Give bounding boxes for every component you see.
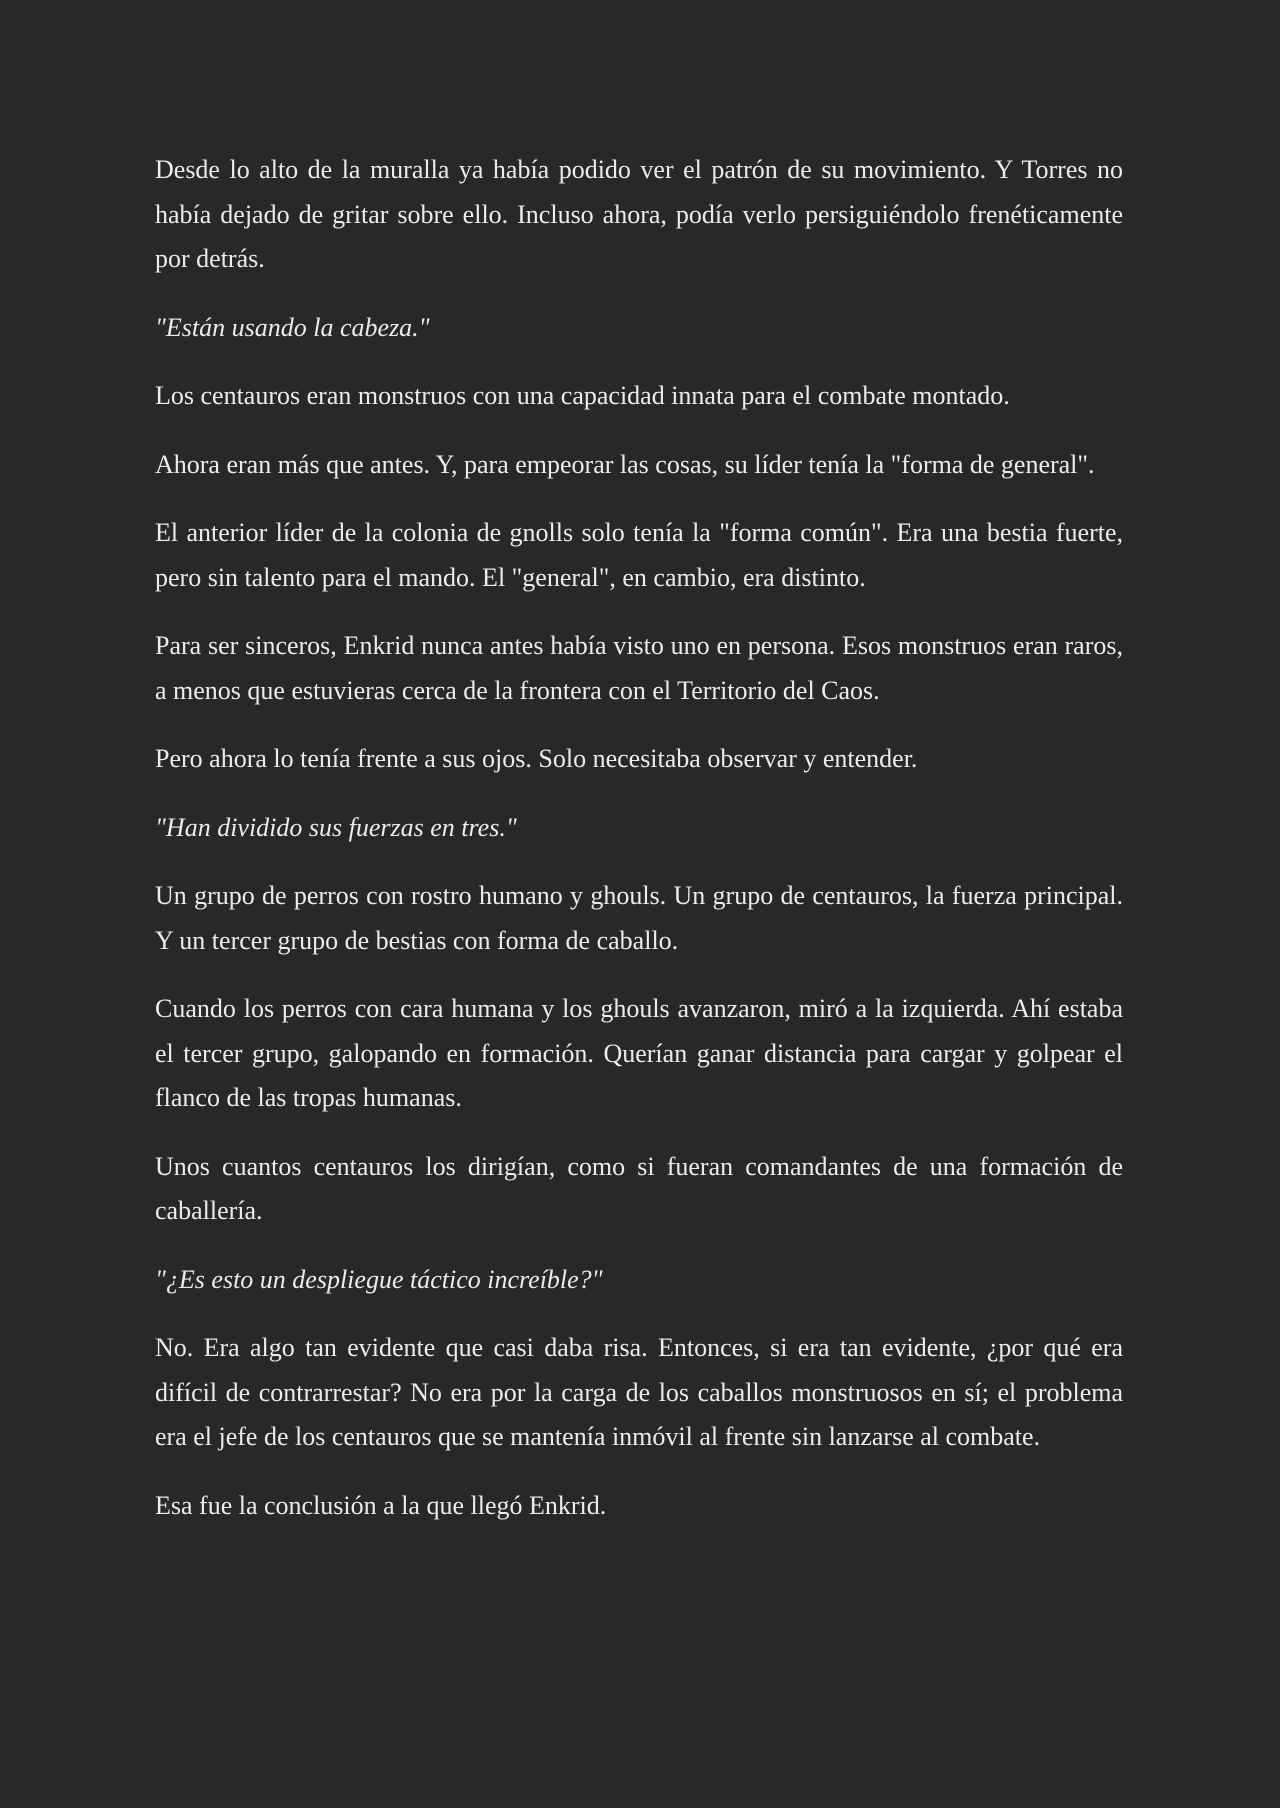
paragraph-4: El anterior líder de la colonia de gnolls solo tenía la "forma común". Era una bestia fuerte, pero sin talento para el mando. El "general", en cambio, era distinto. xyxy=(155,518,1123,592)
chapter-text xyxy=(155,148,1123,1528)
paragraph-11: Esa fue la conclusión a la que llegó Enkrid. xyxy=(155,1490,607,1520)
paragraph-10: No. Era algo tan evidente que casi daba risa. Entonces, si era tan evidente, ¿por qué era difícil de contrarrestar? No era por la carga de los caballos monstruosos en sí; el problema era el jefe de los centauros que se mantenía inmóvil al frente sin lanzarse al combate. xyxy=(155,1333,1123,1451)
dialogue-1: "Están usando la cabeza." xyxy=(155,312,430,342)
paragraph-8: Cuando los perros con cara humana y los ghouls avanzaron, miró a la izquierda. Ahí estaba el tercer grupo, galopando en formación. Querían ganar distancia para cargar y golpear el flanco de las tropas humanas. xyxy=(155,994,1123,1112)
dialogue-3: "¿Es esto un despliegue táctico increíble?" xyxy=(155,1264,603,1294)
dialogue-2: "Han dividido sus fuerzas en tres." xyxy=(155,812,517,842)
paragraph-1: Desde lo alto de la muralla ya había podido ver el patrón de su movimiento. Y Torres no había dejado de gritar sobre ello. Incluso ahora, podía verlo persiguiéndolo frenéticamente por detrás. xyxy=(155,155,1123,273)
paragraph-9: Unos cuantos centauros los dirigían, como si fueran comandantes de una formación de caballería. xyxy=(155,1151,1123,1225)
paragraph-5: Para ser sinceros, Enkrid nunca antes había visto uno en persona. Esos monstruos eran raros, a menos que estuvieras cerca de la frontera con el Territorio del Caos. xyxy=(155,631,1123,705)
paragraph-2: Los centauros eran monstruos con una capacidad innata para el combate montado. xyxy=(155,381,1010,410)
paragraph-3: Ahora eran más que antes. Y, para empeorar las cosas, su líder tenía la "forma de general". xyxy=(155,449,1095,479)
paragraph-6: Pero ahora lo tenía frente a sus ojos. Solo necesitaba observar y entender. xyxy=(155,744,918,773)
paragraph-7: Un grupo de perros con rostro humano y ghouls. Un grupo de centauros, la fuerza principal. Y un tercer grupo de bestias con forma de caballo. xyxy=(155,881,1123,955)
